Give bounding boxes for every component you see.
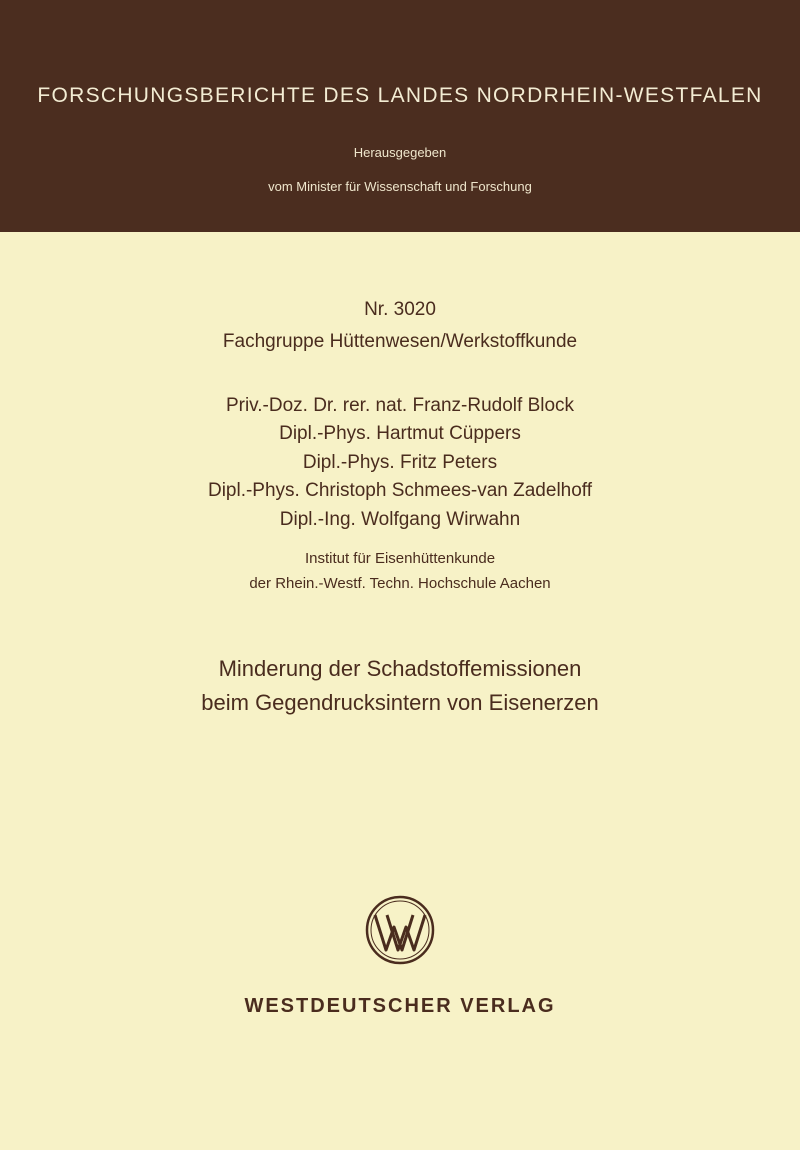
institute-line: der Rhein.-Westf. Techn. Hochschule Aachen xyxy=(249,575,551,592)
editor-line: Herausgegeben xyxy=(353,145,447,160)
author: Dipl.-Phys. Christoph Schmees-van Zadelhoff xyxy=(207,480,593,501)
ww-circle-logo-icon xyxy=(365,895,435,965)
report-number: Nr. 3020 xyxy=(364,299,436,320)
book-title: Minderung der Schadstoffemissionen xyxy=(218,656,582,681)
editor-line: vom Minister für Wissenschaft und Forschung xyxy=(268,179,532,194)
author: Dipl.-Phys. Hartmut Cüppers xyxy=(279,423,521,444)
author: Priv.-Doz. Dr. rer. nat. Franz-Rudolf Block xyxy=(225,395,575,416)
report-group: Fachgruppe Hüttenwesen/Werkstoffkunde xyxy=(222,331,578,352)
institute-line: Institut für Eisenhüttenkunde xyxy=(304,550,496,567)
header-band xyxy=(0,0,800,232)
series-title: FORSCHUNGSBERICHTE DES LANDES NORDRHEIN-WESTFALEN xyxy=(37,84,763,107)
publisher-name: WESTDEUTSCHER VERLAG xyxy=(244,995,556,1017)
author: Dipl.-Phys. Fritz Peters xyxy=(302,452,498,473)
author: Dipl.-Ing. Wolfgang Wirwahn xyxy=(279,509,521,530)
book-title: beim Gegendrucksintern von Eisenerzen xyxy=(201,690,599,715)
